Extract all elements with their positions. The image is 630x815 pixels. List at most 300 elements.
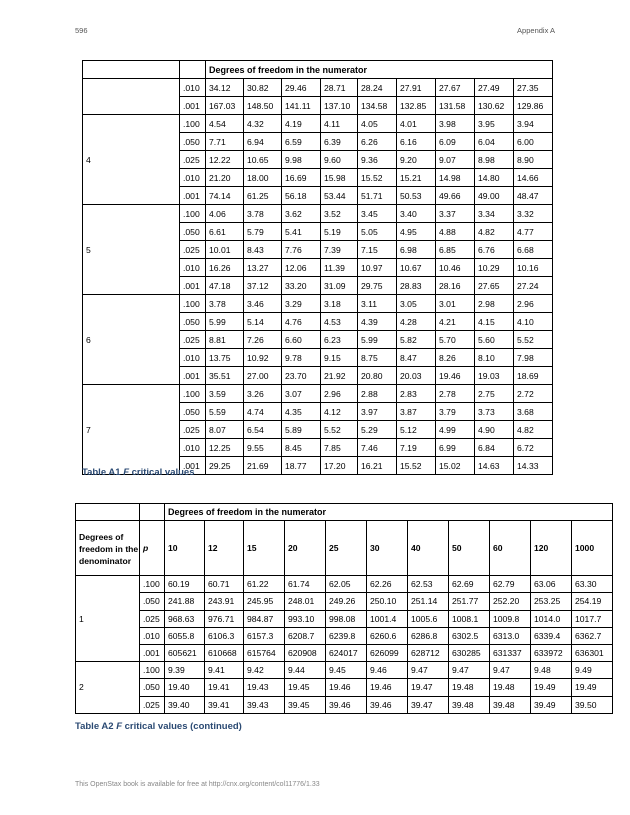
critical-value-cell: 5.99 [358,331,397,349]
critical-value-cell: 9.49 [572,662,613,679]
critical-value-cell: 620908 [285,644,326,661]
df-denominator-cell: 6 [83,295,180,385]
p-value-cell: .025 [180,151,206,169]
p-value-cell: .100 [180,115,206,133]
header-blank-cell [140,504,165,521]
critical-value-cell: 9.48 [531,662,572,679]
critical-value-cell: 14.66 [514,169,553,187]
critical-value-cell: 51.71 [358,187,397,205]
critical-value-cell: 5.52 [514,331,553,349]
header-blank-cell [180,61,206,79]
critical-value-cell: 8.43 [244,241,282,259]
critical-value-cell: 976.71 [205,610,244,627]
critical-value-cell: 39.48 [449,696,490,713]
critical-value-cell: 8.90 [514,151,553,169]
f-critical-table-a2 [75,503,613,714]
critical-value-cell: 9.46 [367,662,408,679]
critical-value-cell: 3.87 [397,403,436,421]
p-value-cell: .100 [180,385,206,403]
p-value-cell: .025 [180,421,206,439]
critical-value-cell: 4.01 [397,115,436,133]
critical-value-cell: 1014.0 [531,610,572,627]
critical-value-cell: 3.98 [436,115,475,133]
critical-value-cell: 5.59 [206,403,244,421]
numerator-title: Degrees of freedom in the numerator [165,504,613,521]
critical-value-cell: 39.46 [326,696,367,713]
caption-italic: F [123,467,129,478]
critical-value-cell: 4.12 [321,403,358,421]
critical-value-cell: 628712 [408,644,449,661]
table-row [83,205,553,223]
numerator-df-header: 10 [165,521,205,576]
critical-value-cell: 39.41 [205,696,244,713]
critical-value-cell: 14.98 [436,169,475,187]
critical-value-cell: 2.96 [514,295,553,313]
critical-value-cell: 141.11 [282,97,321,115]
critical-value-cell: 14.80 [475,169,514,187]
critical-value-cell: 61.22 [244,576,285,593]
critical-value-cell: 5.19 [321,223,358,241]
critical-value-cell: 7.85 [321,439,358,457]
critical-value-cell: 10.65 [244,151,282,169]
footer-note: This OpenStax book is available for free at http://cnx.org/content/col11776/1.33 [75,781,320,788]
critical-value-cell: 4.15 [475,313,514,331]
critical-value-cell: 4.32 [244,115,282,133]
critical-value-cell: 9.98 [282,151,321,169]
critical-value-cell: 7.46 [358,439,397,457]
critical-value-cell: 21.20 [206,169,244,187]
critical-value-cell: 5.89 [282,421,321,439]
critical-value-cell: 15.52 [358,169,397,187]
critical-value-cell: 9.15 [321,349,358,367]
denominator-label: Degrees of freedom in the denominator [76,521,140,576]
caption-suffix: critical values (continued) [122,721,242,732]
p-value-cell: .100 [140,576,165,593]
critical-value-cell: 27.35 [514,79,553,97]
critical-value-cell: 3.34 [475,205,514,223]
critical-value-cell: 3.07 [282,385,321,403]
critical-value-cell: 34.12 [206,79,244,97]
critical-value-cell: 7.15 [358,241,397,259]
p-value-cell: .025 [140,696,165,713]
critical-value-cell: 9.47 [408,662,449,679]
critical-value-cell: 1001.4 [367,610,408,627]
critical-value-cell: 6.39 [321,133,358,151]
critical-value-cell: 248.01 [285,593,326,610]
critical-value-cell: 63.06 [531,576,572,593]
critical-value-cell: 4.88 [436,223,475,241]
p-value-cell: .001 [180,97,206,115]
critical-value-cell: 28.24 [358,79,397,97]
critical-value-cell: 15.21 [397,169,436,187]
critical-value-cell: 3.46 [244,295,282,313]
critical-value-cell: 7.26 [244,331,282,349]
critical-value-cell: 27.49 [475,79,514,97]
critical-value-cell: 28.16 [436,277,475,295]
critical-value-cell: 62.26 [367,576,408,593]
critical-value-cell: 3.78 [244,205,282,223]
p-value-cell: .050 [180,133,206,151]
critical-value-cell: 21.92 [321,367,358,385]
critical-value-cell: 19.45 [285,679,326,696]
critical-value-cell: 251.14 [408,593,449,610]
critical-value-cell: 9.39 [165,662,205,679]
critical-value-cell: 1005.6 [408,610,449,627]
table-row [76,644,613,661]
critical-value-cell: 12.25 [206,439,244,457]
table-a2-caption [75,721,242,732]
critical-value-cell: 6362.7 [572,627,613,644]
critical-value-cell: 30.82 [244,79,282,97]
critical-value-cell: 29.46 [282,79,321,97]
critical-value-cell: 9.45 [326,662,367,679]
critical-value-cell: 62.79 [490,576,531,593]
page-number: 596 [75,26,88,35]
critical-value-cell: 4.74 [244,403,282,421]
critical-value-cell: 254.19 [572,593,613,610]
critical-value-cell: 37.12 [244,277,282,295]
critical-value-cell: 39.47 [408,696,449,713]
p-value-cell: .010 [140,627,165,644]
critical-value-cell: 5.60 [475,331,514,349]
critical-value-cell: 3.52 [321,205,358,223]
critical-value-cell: 251.77 [449,593,490,610]
critical-value-cell: 6.98 [397,241,436,259]
df-denominator-cell: 7 [83,385,180,475]
critical-value-cell: 610668 [205,644,244,661]
critical-value-cell: 6.26 [358,133,397,151]
critical-value-cell: 6.54 [244,421,282,439]
critical-value-cell: 4.10 [514,313,553,331]
p-value-cell: .001 [180,367,206,385]
caption-italic: F [116,721,122,732]
p-value-cell: .100 [180,295,206,313]
caption-prefix: Table A1 [82,467,124,478]
critical-value-cell: 9.47 [490,662,531,679]
critical-value-cell: 137.10 [321,97,358,115]
p-value-cell: .010 [180,169,206,187]
critical-value-cell: 3.37 [436,205,475,223]
critical-value-cell: 3.97 [358,403,397,421]
critical-value-cell: 167.03 [206,97,244,115]
critical-value-cell: 4.39 [358,313,397,331]
df-denominator-cell [83,79,180,115]
critical-value-cell: 6.23 [321,331,358,349]
critical-value-cell: 28.83 [397,277,436,295]
critical-value-cell: 6106.3 [205,627,244,644]
critical-value-cell: 19.48 [449,679,490,696]
table-row [83,79,553,97]
p-value-cell: .001 [140,644,165,661]
critical-value-cell: 13.27 [244,259,282,277]
critical-value-cell: 3.05 [397,295,436,313]
critical-value-cell: 27.91 [397,79,436,97]
critical-value-cell: 6.72 [514,439,553,457]
table-row [76,696,613,713]
critical-value-cell: 6157.3 [244,627,285,644]
critical-value-cell: 3.01 [436,295,475,313]
critical-value-cell: 2.96 [321,385,358,403]
numerator-df-header: 12 [205,521,244,576]
numerator-df-header: 50 [449,521,490,576]
critical-value-cell: 16.21 [358,457,397,475]
critical-value-cell: 14.33 [514,457,553,475]
critical-value-cell: 19.41 [205,679,244,696]
critical-value-cell: 10.01 [206,241,244,259]
p-value-cell: .050 [140,679,165,696]
critical-value-cell: 8.75 [358,349,397,367]
critical-value-cell: 624017 [326,644,367,661]
critical-value-cell: 15.98 [321,169,358,187]
critical-value-cell: 39.48 [490,696,531,713]
critical-value-cell: 5.05 [358,223,397,241]
critical-value-cell: 11.39 [321,259,358,277]
df-denominator-cell: 2 [76,662,140,714]
critical-value-cell: 250.10 [367,593,408,610]
critical-value-cell: 74.14 [206,187,244,205]
p-value-cell: .010 [180,79,206,97]
critical-value-cell: 630285 [449,644,490,661]
section-title: Appendix A [517,26,555,35]
critical-value-cell: 15.52 [397,457,436,475]
critical-value-cell: 3.45 [358,205,397,223]
table-row [83,115,553,133]
p-value-cell: .050 [180,313,206,331]
critical-value-cell: 12.06 [282,259,321,277]
p-value-cell: .001 [180,277,206,295]
critical-value-cell: 39.49 [531,696,572,713]
critical-value-cell: 9.78 [282,349,321,367]
df-denominator-cell: 4 [83,115,180,205]
critical-value-cell: 605621 [165,644,205,661]
p-value-cell: .010 [180,259,206,277]
critical-value-cell: 7.98 [514,349,553,367]
critical-value-cell: 4.28 [397,313,436,331]
critical-value-cell: 3.26 [244,385,282,403]
table-header-row [76,504,613,521]
p-value-cell: .010 [180,439,206,457]
table-row [83,295,553,313]
critical-value-cell: 8.81 [206,331,244,349]
critical-value-cell: 19.49 [572,679,613,696]
critical-value-cell: 9.47 [449,662,490,679]
p-value-cell: .001 [180,187,206,205]
critical-value-cell: 4.21 [436,313,475,331]
critical-value-cell: 6055.8 [165,627,205,644]
critical-value-cell: 62.53 [408,576,449,593]
critical-value-cell: 12.22 [206,151,244,169]
critical-value-cell: 6.59 [282,133,321,151]
critical-value-cell: 9.55 [244,439,282,457]
critical-value-cell: 4.19 [282,115,321,133]
critical-value-cell: 4.99 [436,421,475,439]
critical-value-cell: 6.61 [206,223,244,241]
critical-value-cell: 20.03 [397,367,436,385]
critical-value-cell: 132.85 [397,97,436,115]
caption-suffix: critical values [129,467,195,478]
p-value-cell: .025 [180,331,206,349]
critical-value-cell: 4.05 [358,115,397,133]
critical-value-cell: 252.20 [490,593,531,610]
critical-value-cell: 2.78 [436,385,475,403]
critical-value-cell: 28.71 [321,79,358,97]
critical-value-cell: 249.26 [326,593,367,610]
critical-value-cell: 53.44 [321,187,358,205]
numerator-df-header: 1000 [572,521,613,576]
table-row [76,679,613,696]
p-value-cell: .025 [180,241,206,259]
critical-value-cell: 6286.8 [408,627,449,644]
numerator-df-header: 60 [490,521,531,576]
critical-value-cell: 19.46 [436,367,475,385]
critical-value-cell: 10.97 [358,259,397,277]
critical-value-cell: 6.04 [475,133,514,151]
critical-value-cell: 636301 [572,644,613,661]
p-value-cell: .001 [180,457,206,475]
critical-value-cell: 33.20 [282,277,321,295]
critical-value-cell: 4.90 [475,421,514,439]
caption-prefix: Table A2 [75,721,117,732]
critical-value-cell: 241.88 [165,593,205,610]
critical-value-cell: 4.82 [475,223,514,241]
critical-value-cell: 49.00 [475,187,514,205]
critical-value-cell: 8.07 [206,421,244,439]
critical-value-cell: 49.66 [436,187,475,205]
critical-value-cell: 5.79 [244,223,282,241]
critical-value-cell: 39.50 [572,696,613,713]
table-row [76,610,613,627]
critical-value-cell: 19.49 [531,679,572,696]
critical-value-cell: 62.05 [326,576,367,593]
df-denominator-cell: 1 [76,576,140,662]
critical-value-cell: 3.73 [475,403,514,421]
critical-value-cell: 993.10 [285,610,326,627]
critical-value-cell: 29.25 [206,457,244,475]
critical-value-cell: 3.78 [206,295,244,313]
critical-value-cell: 5.41 [282,223,321,241]
critical-value-cell: 16.69 [282,169,321,187]
numerator-df-header: 25 [326,521,367,576]
critical-value-cell: 27.67 [436,79,475,97]
critical-value-cell: 633972 [531,644,572,661]
critical-value-cell: 5.82 [397,331,436,349]
critical-value-cell: 9.44 [285,662,326,679]
critical-value-cell: 4.77 [514,223,553,241]
critical-value-cell: 5.29 [358,421,397,439]
critical-value-cell: 4.06 [206,205,244,223]
critical-value-cell: 6313.0 [490,627,531,644]
critical-value-cell: 2.83 [397,385,436,403]
critical-value-cell: 4.76 [282,313,321,331]
critical-value-cell: 39.40 [165,696,205,713]
critical-value-cell: 15.02 [436,457,475,475]
p-value-cell: .025 [140,610,165,627]
critical-value-cell: 6.99 [436,439,475,457]
critical-value-cell: 6.09 [436,133,475,151]
critical-value-cell: 3.95 [475,115,514,133]
p-value-cell: .010 [180,349,206,367]
critical-value-cell: 6.84 [475,439,514,457]
critical-value-cell: 3.94 [514,115,553,133]
critical-value-cell: 60.19 [165,576,205,593]
critical-value-cell: 9.42 [244,662,285,679]
numerator-df-header: 40 [408,521,449,576]
critical-value-cell: 2.75 [475,385,514,403]
p-value-cell: .050 [180,223,206,241]
header-blank-cell [76,504,140,521]
critical-value-cell: 10.92 [244,349,282,367]
critical-value-cell: 7.71 [206,133,244,151]
critical-value-cell: 27.00 [244,367,282,385]
critical-value-cell: 10.67 [397,259,436,277]
critical-value-cell: 4.53 [321,313,358,331]
numerator-df-header: 15 [244,521,285,576]
critical-value-cell: 8.10 [475,349,514,367]
critical-value-cell: 4.35 [282,403,321,421]
critical-value-cell: 50.53 [397,187,436,205]
critical-value-cell: 6.60 [282,331,321,349]
critical-value-cell: 56.18 [282,187,321,205]
critical-value-cell: 6.16 [397,133,436,151]
critical-value-cell: 3.68 [514,403,553,421]
critical-value-cell: 4.95 [397,223,436,241]
critical-value-cell: 134.58 [358,97,397,115]
critical-value-cell: 2.88 [358,385,397,403]
critical-value-cell: 61.74 [285,576,326,593]
critical-value-cell: 6.94 [244,133,282,151]
critical-value-cell: 35.51 [206,367,244,385]
critical-value-cell: 21.69 [244,457,282,475]
critical-value-cell: 23.70 [282,367,321,385]
critical-value-cell: 18.00 [244,169,282,187]
critical-value-cell: 18.69 [514,367,553,385]
critical-value-cell: 2.98 [475,295,514,313]
critical-value-cell: 3.40 [397,205,436,223]
critical-value-cell: 6239.8 [326,627,367,644]
critical-value-cell: 4.11 [321,115,358,133]
critical-value-cell: 19.43 [244,679,285,696]
critical-value-cell: 3.59 [206,385,244,403]
p-value-cell: .100 [180,205,206,223]
critical-value-cell: 3.29 [282,295,321,313]
critical-value-cell: 19.47 [408,679,449,696]
critical-value-cell: 19.46 [367,679,408,696]
critical-value-cell: 615764 [244,644,285,661]
critical-value-cell: 13.75 [206,349,244,367]
critical-value-cell: 626099 [367,644,408,661]
critical-value-cell: 5.70 [436,331,475,349]
critical-value-cell: 1008.1 [449,610,490,627]
critical-value-cell: 6.85 [436,241,475,259]
header-blank-cell [83,61,180,79]
critical-value-cell: 6260.6 [367,627,408,644]
critical-value-cell: 60.71 [205,576,244,593]
critical-value-cell: 19.48 [490,679,531,696]
critical-value-cell: 243.91 [205,593,244,610]
critical-value-cell: 3.79 [436,403,475,421]
critical-value-cell: 62.69 [449,576,490,593]
table-row [76,627,613,644]
df-denominator-cell: 5 [83,205,180,295]
critical-value-cell: 6208.7 [285,627,326,644]
critical-value-cell: 10.16 [514,259,553,277]
f-critical-table-a1 [82,60,553,475]
numerator-title: Degrees of freedom in the numerator [206,61,553,79]
critical-value-cell: 19.46 [326,679,367,696]
critical-value-cell: 8.45 [282,439,321,457]
critical-value-cell: 63.30 [572,576,613,593]
critical-value-cell: 39.43 [244,696,285,713]
